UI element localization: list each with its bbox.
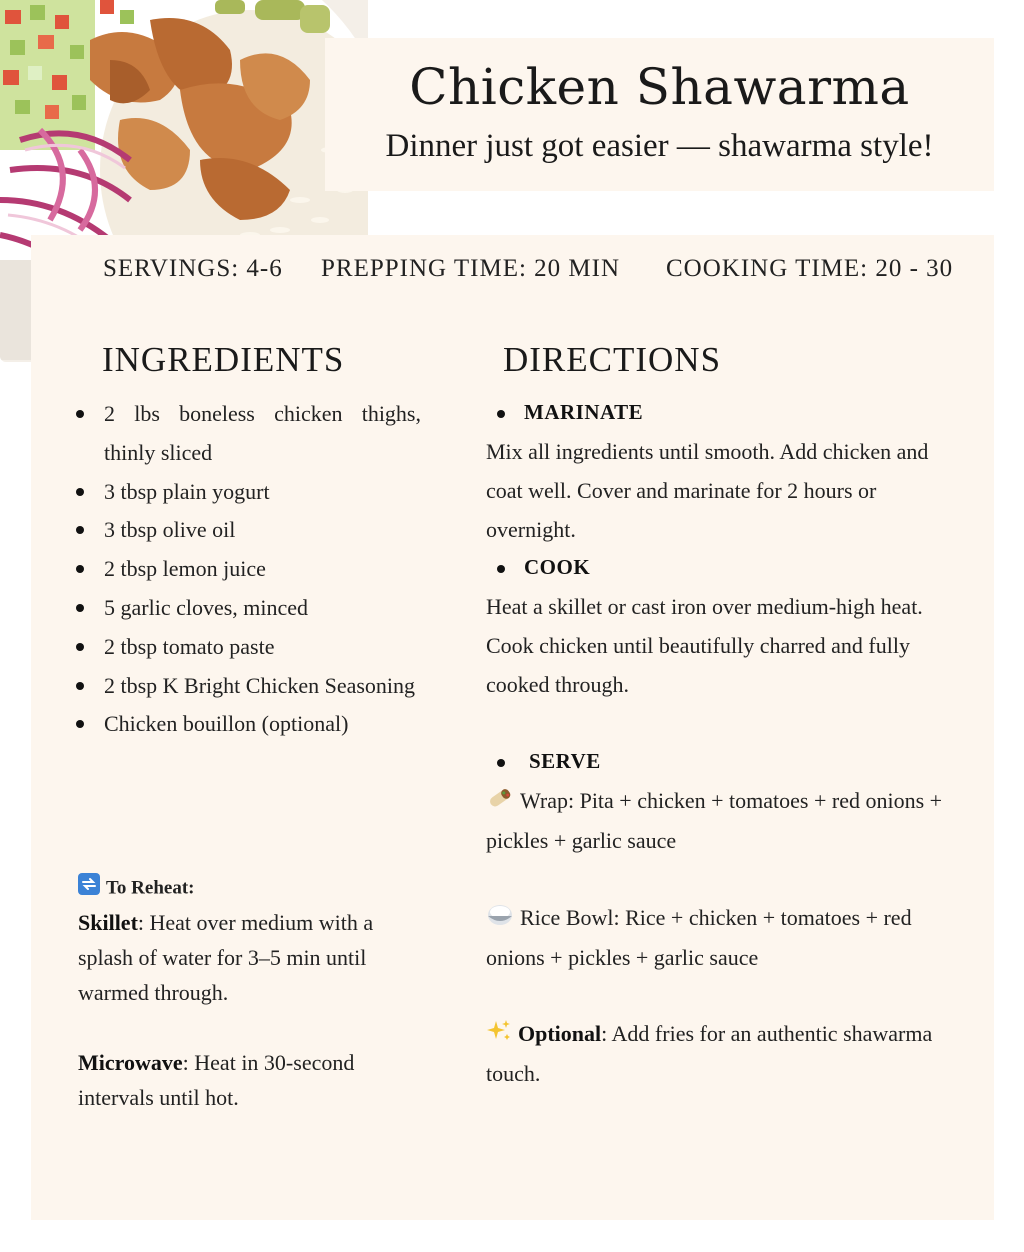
cook-text: Heat a skillet or cast iron over medium-high heat. Cook chicken until beautifully charred and fully cooked through.	[486, 594, 923, 697]
bullet	[76, 565, 84, 573]
list-item: 3 tbsp olive oil	[76, 511, 421, 550]
list-item: Chicken bouillon (optional)	[76, 705, 421, 744]
prep-time: PREPPING TIME: 20 MIN	[321, 255, 621, 282]
reheat-skillet: Skillet: Heat over medium with a splash of water for 3–5 min until warmed through.	[78, 910, 374, 1005]
rice-bowl-icon	[486, 901, 514, 940]
directions-title: DIRECTIONS	[503, 340, 722, 379]
bullet	[497, 565, 505, 573]
bullet	[76, 720, 84, 728]
page-title: Chicken Shawarma	[409, 58, 910, 116]
marinate-text: Mix all ingredients until smooth. Add chicken and coat well. Cover and marinate for 2 hours or overnight.	[486, 439, 929, 542]
bullet	[497, 759, 505, 767]
recipe-card	[31, 235, 994, 1220]
marinate-heading: MARINATE	[524, 400, 644, 424]
list-item: 2 lbs boneless chicken thighs, thinly sliced	[76, 395, 421, 473]
reheat-heading: To Reheat:	[78, 873, 418, 905]
reheat-section	[78, 873, 418, 1115]
bullet	[76, 526, 84, 534]
servings: SERVINGS: 4-6	[103, 255, 283, 282]
list-item: 2 tbsp K Bright Chicken Seasoning	[76, 667, 421, 706]
burrito-icon	[486, 784, 514, 823]
ingredients-list	[76, 395, 421, 744]
bullet	[76, 643, 84, 651]
list-item: 5 garlic cloves, minced	[76, 589, 421, 628]
bullet	[76, 682, 84, 690]
serve-optional: Optional: Add fries for an authentic shawarma touch.	[486, 1015, 956, 1094]
ingredients-title: INGREDIENTS	[102, 340, 345, 379]
list-item: 3 tbsp plain yogurt	[76, 473, 421, 512]
serve-heading: SERVE	[529, 749, 601, 773]
serve-wrap: Wrap: Pita + chicken + tomatoes + red onions + pickles + garlic sauce	[486, 782, 956, 861]
list-item: 2 tbsp lemon juice	[76, 550, 421, 589]
bullet	[76, 604, 84, 612]
repeat-icon	[78, 873, 100, 905]
title-box	[325, 38, 994, 191]
bullet	[497, 410, 505, 418]
page-subtitle: Dinner just got easier — shawarma style!	[385, 128, 934, 164]
sparkles-icon	[486, 1017, 512, 1056]
bullet	[76, 410, 84, 418]
cook-time: COOKING TIME: 20 - 30	[666, 255, 954, 282]
cook-heading: COOK	[524, 555, 591, 579]
serve-bowl: Rice Bowl: Rice + chicken + tomatoes + red onions + pickles + garlic sauce	[486, 899, 956, 978]
bullet	[76, 488, 84, 496]
reheat-microwave: Microwave: Heat in 30-second intervals until hot.	[78, 1050, 355, 1110]
list-item: 2 tbsp tomato paste	[76, 628, 421, 667]
